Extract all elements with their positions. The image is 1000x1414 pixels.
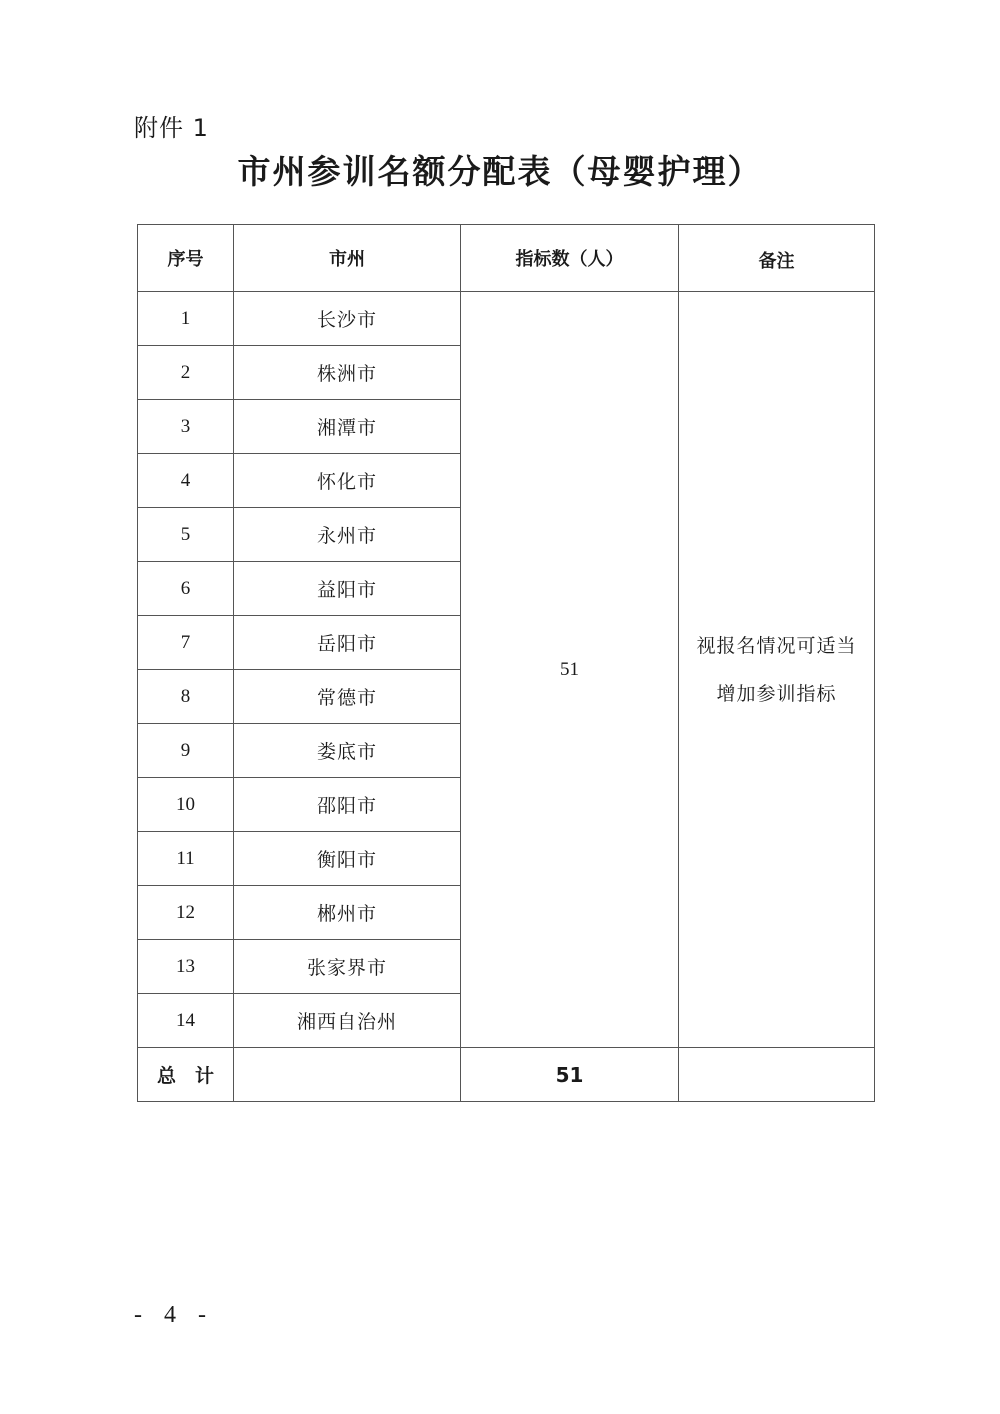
header-quota: 指标数（人） [461, 225, 679, 292]
row-city: 娄底市 [234, 724, 461, 778]
total-value: 51 [461, 1048, 679, 1102]
row-city: 湘西自治州 [234, 994, 461, 1048]
row-city: 岳阳市 [234, 616, 461, 670]
row-city: 湘潭市 [234, 400, 461, 454]
row-index: 12 [138, 886, 234, 940]
remark-line-2: 增加参训指标 [716, 682, 837, 705]
table-row [138, 292, 875, 346]
row-city: 怀化市 [234, 454, 461, 508]
row-index: 1 [138, 292, 234, 346]
merged-remark [679, 292, 875, 1048]
row-index: 4 [138, 454, 234, 508]
header-index: 序号 [138, 225, 234, 292]
row-index: 13 [138, 940, 234, 994]
remark-line-1: 视报名情况可适当 [696, 634, 857, 657]
row-city: 永州市 [234, 508, 461, 562]
row-index: 14 [138, 994, 234, 1048]
row-city: 常德市 [234, 670, 461, 724]
row-city: 长沙市 [234, 292, 461, 346]
row-index: 5 [138, 508, 234, 562]
page-number: - 4 - [134, 1302, 214, 1328]
table-header-row [138, 225, 875, 292]
row-index: 9 [138, 724, 234, 778]
row-city: 株洲市 [234, 346, 461, 400]
row-city: 张家界市 [234, 940, 461, 994]
header-city: 市州 [234, 225, 461, 292]
attachment-label: 附件 1 [134, 114, 209, 142]
row-city: 邵阳市 [234, 778, 461, 832]
total-label: 总 计 [138, 1048, 234, 1102]
row-index: 8 [138, 670, 234, 724]
row-index: 2 [138, 346, 234, 400]
row-city: 郴州市 [234, 886, 461, 940]
table-body [138, 292, 875, 1048]
row-index: 11 [138, 832, 234, 886]
row-city: 益阳市 [234, 562, 461, 616]
header-remark: 备注 [679, 225, 875, 292]
row-city: 衡阳市 [234, 832, 461, 886]
row-index: 3 [138, 400, 234, 454]
total-city-empty [234, 1048, 461, 1102]
total-row [138, 1048, 875, 1102]
allocation-table [137, 224, 875, 1102]
row-index: 10 [138, 778, 234, 832]
merged-quota: 51 [461, 292, 679, 1048]
row-index: 7 [138, 616, 234, 670]
total-remark-empty [679, 1048, 875, 1102]
page-title: 市州参训名额分配表（母婴护理） [237, 152, 763, 191]
row-index: 6 [138, 562, 234, 616]
